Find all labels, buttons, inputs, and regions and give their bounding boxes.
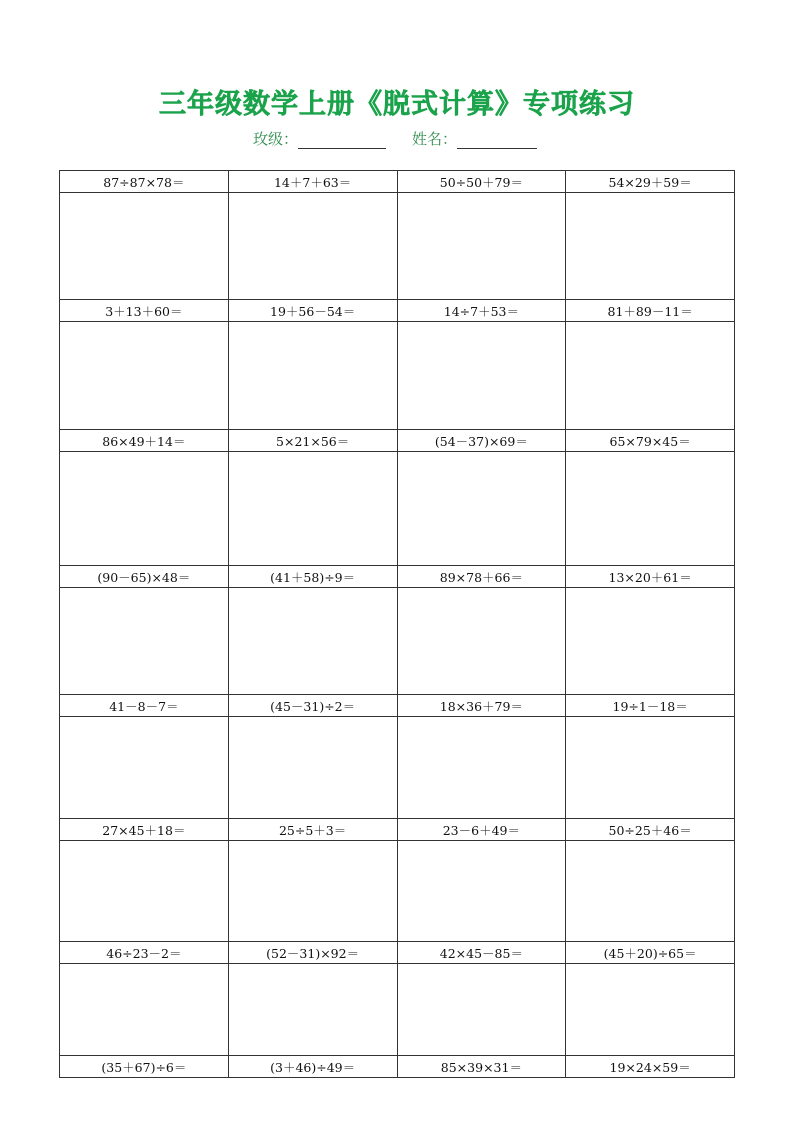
work-row [60,717,735,819]
work-area-cell[interactable] [228,193,397,300]
work-area-cell[interactable] [566,717,735,819]
question-cell: (52－31)×92＝ [228,942,397,964]
question-row [60,171,735,193]
work-area-cell[interactable] [228,322,397,430]
class-field[interactable] [253,128,386,149]
work-area-cell[interactable] [397,964,566,1056]
question-cell: 89×78＋66＝ [397,566,566,588]
question-cell: (45＋20)÷65＝ [566,942,735,964]
question-cell: 25÷5＋3＝ [228,819,397,841]
work-area-cell[interactable] [228,452,397,566]
work-area-cell[interactable] [228,964,397,1056]
class-blank-line[interactable] [298,132,386,149]
work-area-cell[interactable] [60,841,229,942]
question-cell: (54－37)×69＝ [397,430,566,452]
question-cell: (3＋46)÷49＝ [228,1056,397,1078]
question-cell: 85×39×31＝ [397,1056,566,1078]
question-cell: 18×36＋79＝ [397,695,566,717]
work-area-cell[interactable] [60,588,229,695]
work-area-cell[interactable] [60,964,229,1056]
question-row [60,942,735,964]
work-row [60,588,735,695]
question-cell: (45－31)÷2＝ [228,695,397,717]
work-area-cell[interactable] [228,841,397,942]
work-area-cell[interactable] [60,717,229,819]
work-area-cell[interactable] [397,322,566,430]
question-cell: 3＋13＋60＝ [60,300,229,322]
question-cell: 50÷50＋79＝ [397,171,566,193]
question-cell: 19＋56－54＝ [228,300,397,322]
question-row [60,819,735,841]
question-cell: 42×45－85＝ [397,942,566,964]
work-row [60,193,735,300]
work-area-cell[interactable] [397,588,566,695]
question-cell: (90－65)×48＝ [60,566,229,588]
work-area-cell[interactable] [228,717,397,819]
question-cell: 5×21×56＝ [228,430,397,452]
name-label: 姓名： [412,130,458,148]
question-row [60,300,735,322]
work-area-cell[interactable] [566,964,735,1056]
question-cell: 23－6＋49＝ [397,819,566,841]
question-cell: 87÷87×78＝ [60,171,229,193]
work-row [60,322,735,430]
question-cell: (41＋58)÷9＝ [228,566,397,588]
work-area-cell[interactable] [566,322,735,430]
page-title: 三年级数学上册《脱式计算》专项练习 [159,89,635,120]
work-area-cell[interactable] [566,452,735,566]
work-row [60,964,735,1056]
question-cell: 19×24×59＝ [566,1056,735,1078]
student-info [0,128,794,150]
work-row [60,452,735,566]
work-area-cell[interactable] [566,193,735,300]
question-cell: 81＋89－11＝ [566,300,735,322]
exercise-table [59,170,735,1078]
question-cell: 14＋7＋63＝ [228,171,397,193]
question-cell: 65×79×45＝ [566,430,735,452]
name-field[interactable] [412,128,537,149]
work-area-cell[interactable] [60,193,229,300]
question-cell: 86×49＋14＝ [60,430,229,452]
work-area-cell[interactable] [60,452,229,566]
question-cell: 27×45＋18＝ [60,819,229,841]
question-row [60,1056,735,1078]
work-row [60,841,735,942]
work-area-cell[interactable] [566,588,735,695]
question-cell: 14÷7＋53＝ [397,300,566,322]
question-cell: 41－8－7＝ [60,695,229,717]
question-row [60,695,735,717]
work-area-cell[interactable] [397,841,566,942]
question-row [60,566,735,588]
question-cell: 54×29＋59＝ [566,171,735,193]
work-area-cell[interactable] [60,322,229,430]
question-cell: (35＋67)÷6＝ [60,1056,229,1078]
question-cell: 13×20＋61＝ [566,566,735,588]
work-area-cell[interactable] [228,588,397,695]
question-row [60,430,735,452]
class-label: 玫级： [253,130,299,148]
question-cell: 50÷25＋46＝ [566,819,735,841]
question-cell: 19÷1－18＝ [566,695,735,717]
name-blank-line[interactable] [457,132,537,149]
work-area-cell[interactable] [397,193,566,300]
question-cell: 46÷23－2＝ [60,942,229,964]
work-area-cell[interactable] [397,452,566,566]
work-area-cell[interactable] [566,841,735,942]
work-area-cell[interactable] [397,717,566,819]
